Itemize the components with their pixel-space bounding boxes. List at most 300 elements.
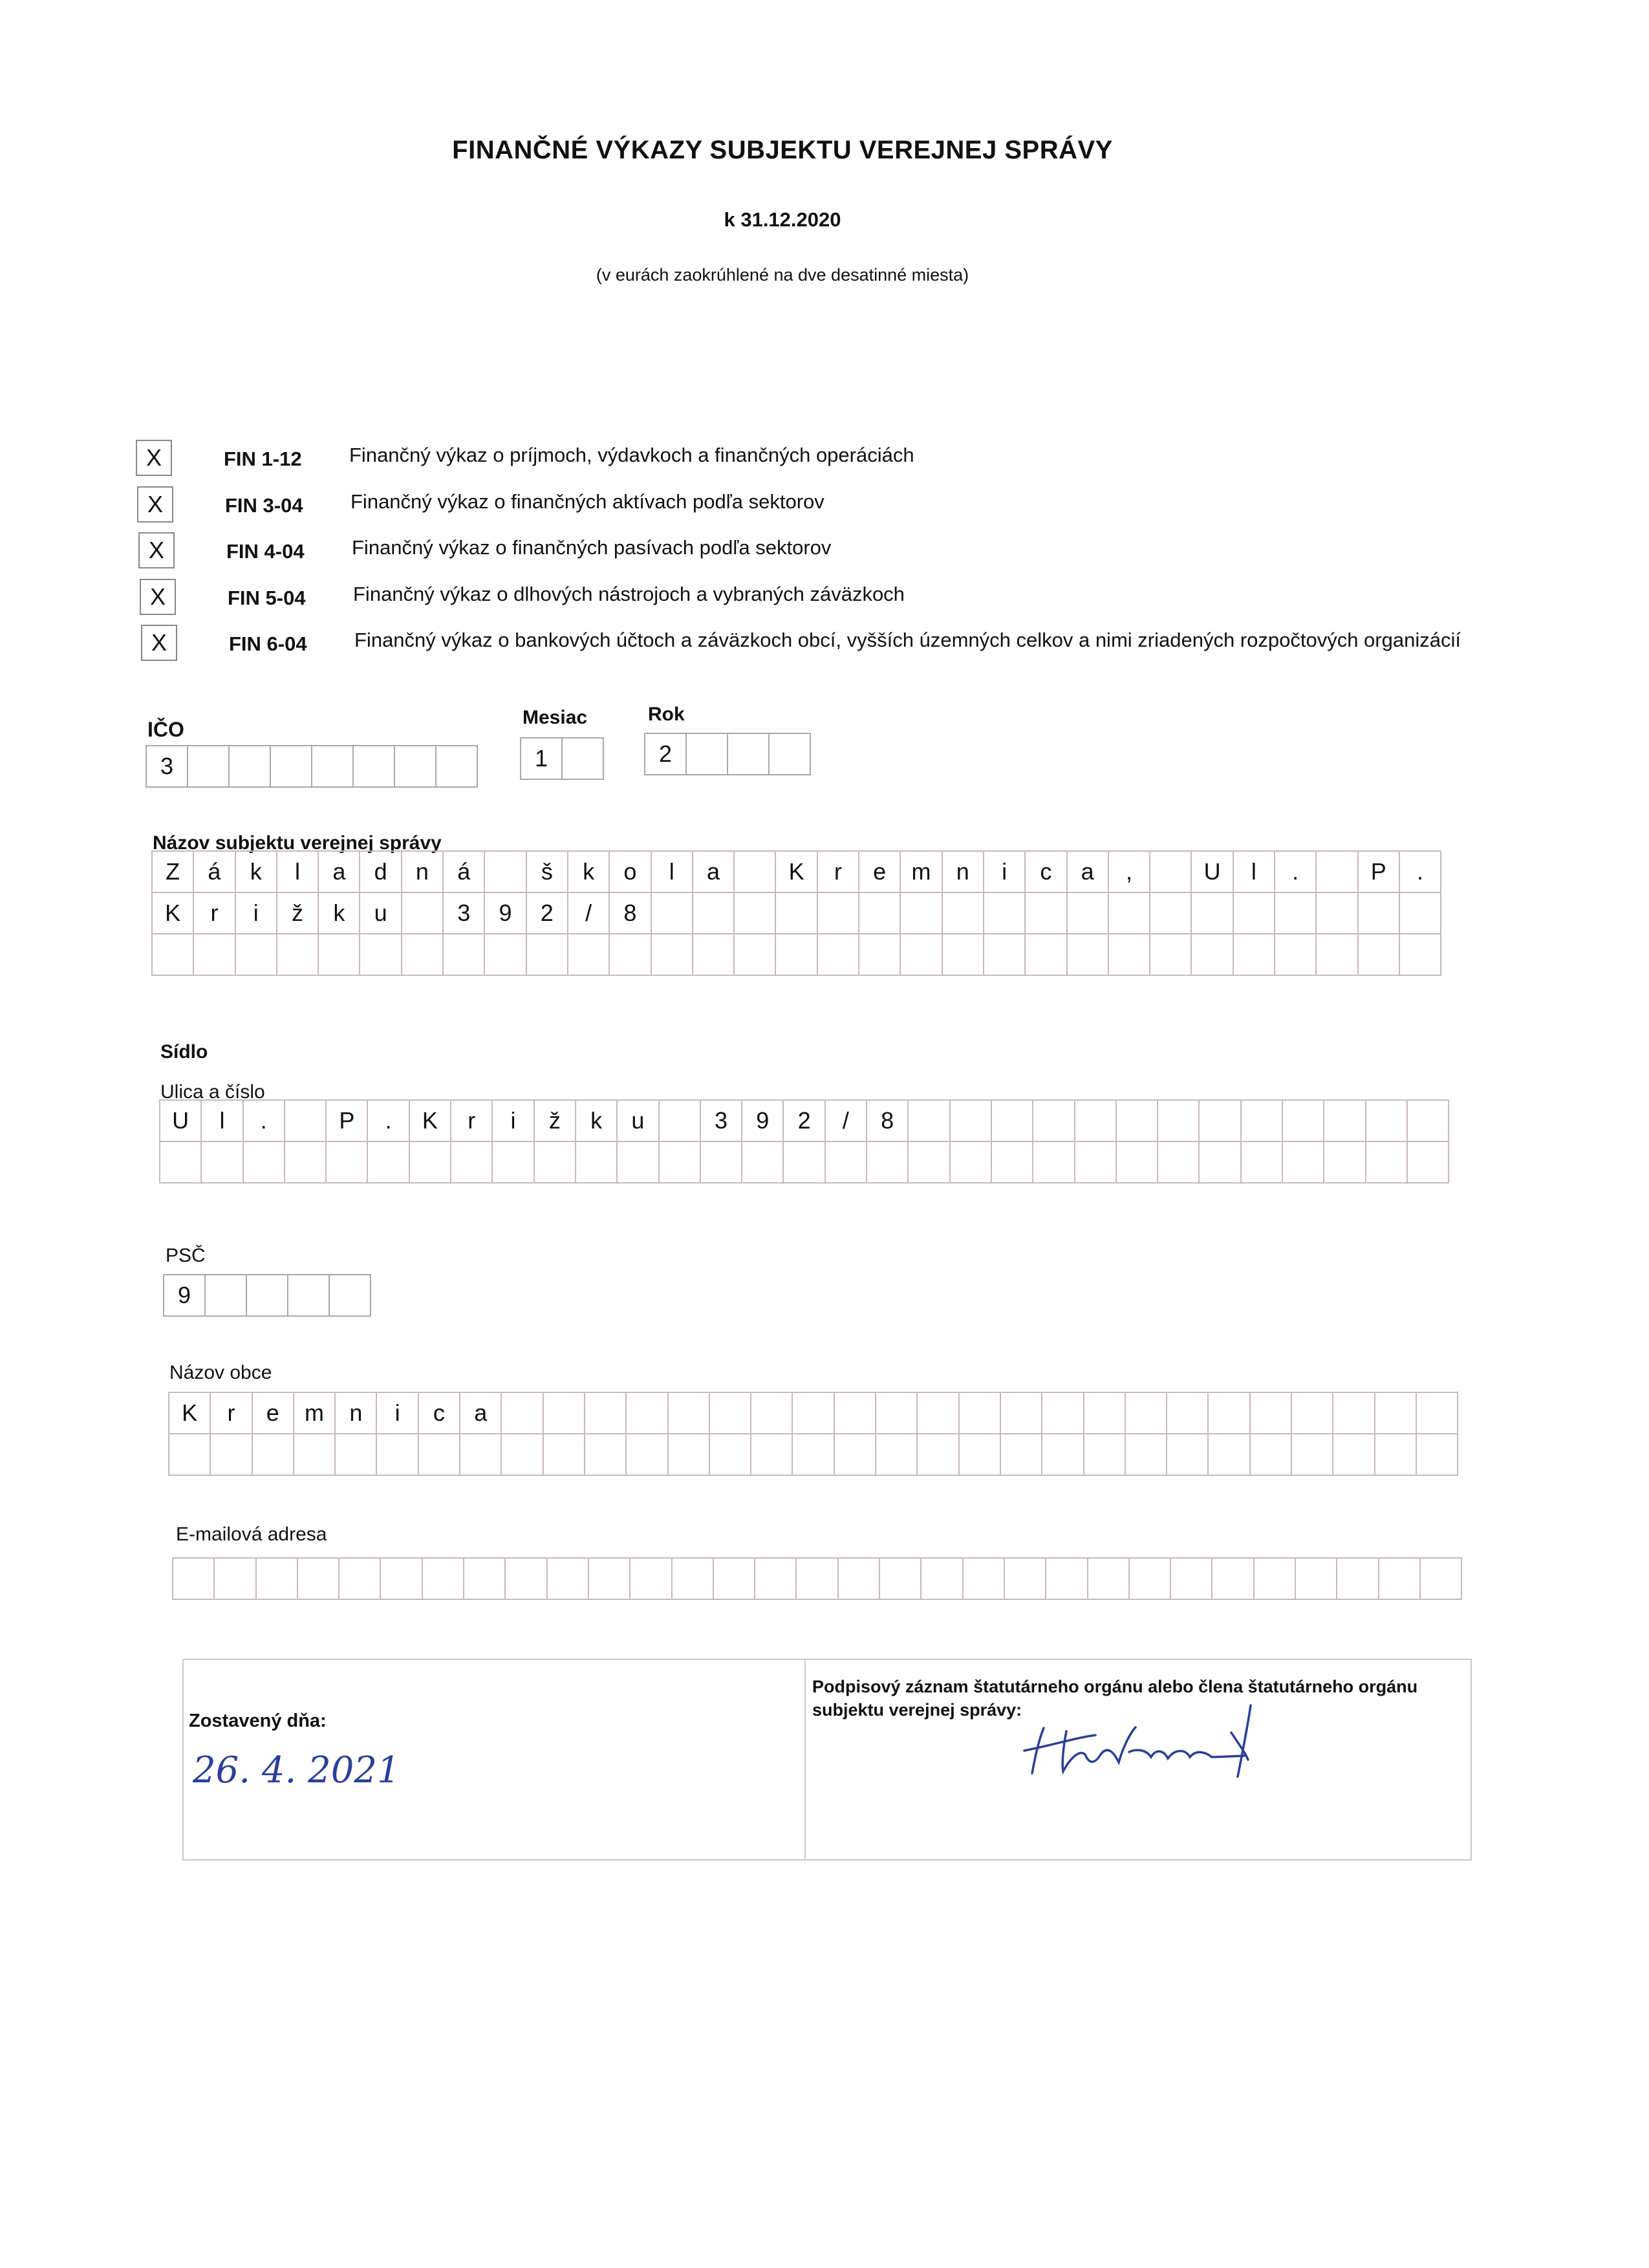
char-cell[interactable]: i <box>236 893 277 934</box>
char-cell[interactable] <box>485 852 526 893</box>
char-cell[interactable] <box>652 934 693 976</box>
char-cell[interactable] <box>943 893 984 934</box>
char-cell[interactable] <box>1075 1101 1117 1142</box>
char-cell[interactable] <box>693 934 735 976</box>
char-cell[interactable] <box>410 1142 451 1183</box>
char-cell[interactable]: u <box>360 893 402 934</box>
char-cell[interactable] <box>464 1559 506 1600</box>
char-cell[interactable] <box>485 934 526 976</box>
char-cell[interactable] <box>535 1142 576 1183</box>
char-cell[interactable]: 9 <box>485 893 526 934</box>
char-cell[interactable] <box>1033 1142 1075 1183</box>
char-cell[interactable] <box>1366 1101 1408 1142</box>
char-cell[interactable]: l <box>1234 852 1275 893</box>
char-cell[interactable]: 8 <box>867 1101 909 1142</box>
char-cell[interactable]: r <box>818 852 859 893</box>
char-cell[interactable] <box>502 1393 543 1434</box>
char-cell[interactable] <box>1042 1393 1084 1434</box>
char-cell[interactable] <box>1317 934 1358 976</box>
char-cell[interactable]: U <box>160 1101 202 1142</box>
char-cell[interactable]: a <box>460 1393 502 1434</box>
char-cell[interactable] <box>206 1275 247 1317</box>
signature-box <box>182 1659 1472 1861</box>
char-cell[interactable] <box>1283 1101 1324 1142</box>
char-cell[interactable] <box>793 1393 834 1434</box>
char-cell[interactable] <box>230 746 271 788</box>
char-cell[interactable] <box>1167 1393 1209 1434</box>
char-cell[interactable]: i <box>984 852 1026 893</box>
char-cell[interactable] <box>419 1434 460 1476</box>
name-label: Názov subjektu verejnej správy <box>153 832 442 854</box>
char-cell[interactable] <box>493 1142 534 1183</box>
char-cell[interactable] <box>751 1393 793 1434</box>
char-cell[interactable] <box>1400 934 1441 976</box>
char-cell[interactable] <box>377 1434 418 1476</box>
char-cell[interactable] <box>298 1559 339 1600</box>
char-cell[interactable]: k <box>576 1101 618 1142</box>
char-cell[interactable] <box>859 934 901 976</box>
char-cell[interactable] <box>960 1434 1001 1476</box>
char-cell[interactable]: K <box>776 852 817 893</box>
char-cell[interactable] <box>1126 1393 1167 1434</box>
report-checkbox[interactable]: X <box>140 579 176 615</box>
char-cell[interactable]: e <box>859 852 901 893</box>
char-cell[interactable] <box>627 1434 668 1476</box>
char-cell[interactable] <box>253 1434 294 1476</box>
char-cell[interactable] <box>1167 1434 1209 1476</box>
char-cell[interactable] <box>984 893 1026 934</box>
char-cell[interactable] <box>294 1434 336 1476</box>
char-cell[interactable] <box>1333 1393 1375 1434</box>
char-cell[interactable] <box>652 893 693 934</box>
char-cell[interactable] <box>1192 934 1233 976</box>
char-cell[interactable]: i <box>493 1101 534 1142</box>
char-cell[interactable] <box>312 746 354 788</box>
char-cell[interactable] <box>1417 1393 1458 1434</box>
char-cell[interactable]: P <box>1359 852 1400 893</box>
char-cell[interactable]: m <box>294 1393 336 1434</box>
char-cell[interactable] <box>1005 1559 1046 1600</box>
char-cell[interactable] <box>1234 934 1275 976</box>
char-cell[interactable] <box>742 1142 784 1183</box>
char-cell[interactable] <box>354 746 395 788</box>
report-checkbox[interactable]: X <box>138 532 175 568</box>
char-cell[interactable] <box>1026 934 1067 976</box>
char-cell[interactable] <box>589 1559 630 1600</box>
char-cell[interactable] <box>1317 852 1358 893</box>
char-cell[interactable] <box>859 893 901 934</box>
char-cell[interactable] <box>1150 893 1192 934</box>
char-cell[interactable]: c <box>1026 852 1067 893</box>
char-cell[interactable] <box>876 1434 918 1476</box>
char-cell[interactable] <box>901 934 942 976</box>
char-cell[interactable]: r <box>451 1101 493 1142</box>
report-description: Finančný výkaz o finančných pasívach podľa sektorov <box>352 536 832 559</box>
char-cell[interactable] <box>381 1559 422 1600</box>
char-cell[interactable] <box>693 893 735 934</box>
char-cell[interactable]: ž <box>277 893 319 934</box>
month-label: Mesiac <box>523 707 588 728</box>
char-cell[interactable] <box>839 1559 880 1600</box>
char-cell[interactable] <box>1117 1101 1158 1142</box>
char-cell[interactable] <box>1126 1434 1167 1476</box>
char-cell[interactable] <box>568 934 610 976</box>
char-cell[interactable] <box>818 893 859 934</box>
signature-stroke <box>1024 1705 1251 1777</box>
char-cell[interactable] <box>1200 1142 1241 1183</box>
char-cell[interactable] <box>1251 1393 1292 1434</box>
char-cell[interactable]: k <box>236 852 277 893</box>
char-cell[interactable]: 2 <box>527 893 568 934</box>
char-cell[interactable] <box>960 1393 1001 1434</box>
char-cell[interactable] <box>1408 1101 1449 1142</box>
char-cell[interactable]: d <box>360 852 402 893</box>
char-cell[interactable] <box>202 1142 243 1183</box>
char-cell[interactable] <box>506 1559 547 1600</box>
char-cell[interactable]: P <box>327 1101 368 1142</box>
char-cell[interactable]: r <box>194 893 235 934</box>
signature-divider <box>804 1660 806 1859</box>
char-cell[interactable] <box>548 1559 589 1600</box>
char-cell[interactable] <box>660 1142 701 1183</box>
char-cell[interactable]: . <box>1400 852 1441 893</box>
year-label: Rok <box>648 704 685 725</box>
char-cell[interactable] <box>835 1393 876 1434</box>
char-cell[interactable]: u <box>618 1101 659 1142</box>
char-cell[interactable] <box>153 934 194 976</box>
char-cell[interactable] <box>460 1434 502 1476</box>
char-cell[interactable] <box>194 934 235 976</box>
char-cell[interactable]: r <box>211 1393 252 1434</box>
char-cell[interactable] <box>585 1434 627 1476</box>
char-cell[interactable] <box>1242 1142 1283 1183</box>
char-cell[interactable] <box>423 1559 464 1600</box>
currency-note: (v eurách zaokrúhlené na dve desatinné miesta) <box>596 265 969 285</box>
char-cell[interactable] <box>1324 1101 1366 1142</box>
char-cell[interactable] <box>1171 1559 1212 1600</box>
char-cell[interactable] <box>714 1559 755 1600</box>
report-row <box>137 486 1560 529</box>
char-cell[interactable] <box>1359 893 1400 934</box>
char-cell[interactable]: / <box>826 1101 867 1142</box>
char-cell[interactable] <box>1150 934 1192 976</box>
char-cell[interactable] <box>451 1142 493 1183</box>
char-cell[interactable] <box>1292 1393 1333 1434</box>
char-cell[interactable] <box>880 1559 921 1600</box>
char-cell[interactable] <box>630 1559 672 1600</box>
char-cell[interactable] <box>169 1434 211 1476</box>
char-cell[interactable] <box>1255 1559 1296 1600</box>
char-cell[interactable] <box>330 1275 371 1317</box>
char-cell[interactable] <box>285 1142 327 1183</box>
name-grid <box>151 850 1441 976</box>
char-cell[interactable] <box>1337 1559 1379 1600</box>
char-cell[interactable] <box>1379 1559 1421 1600</box>
char-cell[interactable] <box>160 1142 202 1183</box>
char-cell[interactable] <box>835 1434 876 1476</box>
char-cell[interactable] <box>1042 1434 1084 1476</box>
char-cell[interactable] <box>211 1434 252 1476</box>
char-cell[interactable] <box>576 1142 618 1183</box>
char-cell[interactable] <box>710 1393 751 1434</box>
char-cell[interactable]: 9 <box>742 1101 784 1142</box>
char-cell[interactable]: c <box>419 1393 460 1434</box>
char-cell[interactable] <box>909 1101 950 1142</box>
char-cell[interactable] <box>1046 1559 1088 1600</box>
signature-label-line2: subjektu verejnej správy: <box>812 1700 1022 1720</box>
char-cell[interactable] <box>244 1142 285 1183</box>
char-cell[interactable] <box>288 1275 330 1317</box>
char-cell[interactable] <box>1192 893 1233 934</box>
char-cell[interactable] <box>1209 1393 1250 1434</box>
report-checkbox[interactable]: X <box>136 440 172 476</box>
char-cell[interactable]: i <box>377 1393 418 1434</box>
char-cell[interactable]: K <box>153 893 194 934</box>
char-cell[interactable] <box>1033 1101 1075 1142</box>
char-cell[interactable]: n <box>402 852 444 893</box>
char-cell[interactable] <box>776 934 817 976</box>
char-cell[interactable] <box>826 1142 867 1183</box>
char-cell[interactable] <box>901 893 942 934</box>
char-cell[interactable] <box>1117 1142 1158 1183</box>
char-cell[interactable] <box>735 934 776 976</box>
char-cell[interactable] <box>784 1142 825 1183</box>
char-cell[interactable] <box>247 1275 288 1317</box>
char-cell[interactable] <box>1158 1101 1200 1142</box>
char-cell[interactable] <box>728 734 770 775</box>
char-cell[interactable] <box>402 893 444 934</box>
report-description: Finančný výkaz o dlhových nástrojoch a vybraných záväzkoch <box>353 583 905 605</box>
char-cell[interactable] <box>1324 1142 1366 1183</box>
char-cell[interactable] <box>909 1142 950 1183</box>
char-cell[interactable] <box>1150 852 1192 893</box>
char-cell[interactable] <box>1109 893 1150 934</box>
char-cell[interactable] <box>1251 1434 1292 1476</box>
char-cell[interactable]: 2 <box>784 1101 825 1142</box>
char-cell[interactable] <box>610 934 651 976</box>
char-cell[interactable] <box>1400 893 1441 934</box>
seat-label: Sídlo <box>160 1041 208 1063</box>
char-cell[interactable] <box>1212 1559 1254 1600</box>
char-cell[interactable] <box>1292 1434 1333 1476</box>
char-cell[interactable]: á <box>444 852 485 893</box>
char-cell[interactable]: ž <box>535 1101 576 1142</box>
char-cell[interactable] <box>1075 1142 1117 1183</box>
char-cell[interactable] <box>1408 1142 1449 1183</box>
char-cell[interactable] <box>215 1559 256 1600</box>
street-grid <box>159 1099 1449 1183</box>
char-cell[interactable]: . <box>368 1101 409 1142</box>
char-cell[interactable] <box>867 1142 909 1183</box>
char-cell[interactable] <box>1068 934 1109 976</box>
char-cell[interactable]: 9 <box>164 1275 206 1317</box>
char-cell[interactable] <box>444 934 485 976</box>
char-cell[interactable] <box>1209 1434 1250 1476</box>
char-cell[interactable] <box>1109 934 1150 976</box>
char-cell[interactable]: 3 <box>444 893 485 934</box>
char-cell[interactable]: . <box>1275 852 1317 893</box>
compiled-date-value: 26. 4. 2021 <box>193 1749 400 1791</box>
psc-label: PSČ <box>166 1245 206 1266</box>
char-cell[interactable]: Z <box>153 852 194 893</box>
char-cell[interactable]: a <box>693 852 735 893</box>
char-cell[interactable]: 1 <box>521 739 563 780</box>
char-cell[interactable] <box>544 1393 585 1434</box>
char-cell[interactable] <box>277 934 319 976</box>
char-cell[interactable] <box>1375 1434 1417 1476</box>
char-cell[interactable] <box>327 1142 368 1183</box>
char-cell[interactable]: o <box>610 852 651 893</box>
char-cell[interactable] <box>735 852 776 893</box>
char-cell[interactable] <box>793 1434 834 1476</box>
report-code: FIN 4-04 <box>226 540 305 563</box>
char-cell[interactable]: U <box>1192 852 1233 893</box>
report-code: FIN 3-04 <box>225 494 303 517</box>
char-cell[interactable] <box>964 1559 1005 1600</box>
email-grid <box>172 1557 1462 1600</box>
char-cell[interactable]: 3 <box>701 1101 742 1142</box>
town-grid <box>168 1392 1458 1476</box>
char-cell[interactable]: n <box>943 852 984 893</box>
char-cell[interactable] <box>1001 1393 1042 1434</box>
char-cell[interactable] <box>1375 1393 1417 1434</box>
char-cell[interactable] <box>402 934 444 976</box>
street-label: Ulica a číslo <box>160 1081 265 1103</box>
char-cell[interactable] <box>751 1434 793 1476</box>
char-cell[interactable]: 8 <box>610 893 651 934</box>
char-cell[interactable] <box>1275 893 1317 934</box>
char-cell[interactable] <box>1417 1434 1458 1476</box>
char-cell[interactable] <box>236 934 277 976</box>
char-cell[interactable]: l <box>202 1101 243 1142</box>
char-cell[interactable] <box>818 934 859 976</box>
char-cell[interactable]: l <box>652 852 693 893</box>
char-cell[interactable] <box>627 1393 668 1434</box>
char-cell[interactable] <box>319 934 360 976</box>
char-cell[interactable] <box>1317 893 1358 934</box>
char-cell[interactable] <box>173 1559 215 1600</box>
char-cell[interactable] <box>984 934 1026 976</box>
char-cell[interactable]: K <box>410 1101 451 1142</box>
char-cell[interactable] <box>1242 1101 1283 1142</box>
char-cell[interactable] <box>1084 1393 1126 1434</box>
char-cell[interactable] <box>188 746 230 788</box>
char-cell[interactable] <box>1200 1101 1241 1142</box>
char-cell[interactable]: K <box>169 1393 211 1434</box>
char-cell[interactable] <box>1158 1142 1200 1183</box>
char-cell[interactable]: . <box>244 1101 285 1142</box>
email-label: E-mailová adresa <box>176 1524 327 1545</box>
char-cell[interactable] <box>918 1393 959 1434</box>
char-cell[interactable] <box>527 934 568 976</box>
char-cell[interactable] <box>951 1142 992 1183</box>
char-cell[interactable] <box>257 1559 298 1600</box>
char-cell[interactable] <box>669 1434 710 1476</box>
year-boxes <box>644 733 811 775</box>
char-cell[interactable] <box>618 1142 659 1183</box>
char-cell[interactable] <box>1130 1559 1171 1600</box>
char-cell[interactable] <box>395 746 436 788</box>
char-cell[interactable]: k <box>568 852 610 893</box>
page-title: FINANČNÉ VÝKAZY SUBJEKTU VEREJNEJ SPRÁVY <box>452 136 1113 164</box>
char-cell[interactable] <box>1275 934 1317 976</box>
char-cell[interactable] <box>1366 1142 1408 1183</box>
char-cell[interactable]: 3 <box>147 746 188 788</box>
char-cell[interactable] <box>710 1434 751 1476</box>
town-label: Názov obce <box>169 1362 272 1383</box>
char-cell[interactable] <box>336 1434 377 1476</box>
char-cell[interactable] <box>1001 1434 1042 1476</box>
char-cell[interactable] <box>673 1559 714 1600</box>
char-cell[interactable] <box>544 1434 585 1476</box>
char-cell[interactable] <box>585 1393 627 1434</box>
char-cell[interactable] <box>701 1142 742 1183</box>
char-cell[interactable] <box>876 1393 918 1434</box>
ico-boxes <box>146 745 478 788</box>
char-cell[interactable] <box>735 893 776 934</box>
char-cell[interactable] <box>921 1559 963 1600</box>
char-cell[interactable]: a <box>1068 852 1109 893</box>
signature-label-line1: Podpisový záznam štatutárneho orgánu alebo člena štatutárneho orgánu <box>812 1677 1418 1696</box>
char-cell[interactable] <box>502 1434 543 1476</box>
char-cell[interactable] <box>1333 1434 1375 1476</box>
char-cell[interactable]: e <box>253 1393 294 1434</box>
char-cell[interactable] <box>951 1101 992 1142</box>
char-cell[interactable]: n <box>336 1393 377 1434</box>
char-cell[interactable]: / <box>568 893 610 934</box>
char-cell[interactable] <box>943 934 984 976</box>
char-cell[interactable] <box>1234 893 1275 934</box>
char-cell[interactable] <box>1088 1559 1130 1600</box>
char-cell[interactable]: , <box>1109 852 1150 893</box>
char-cell[interactable]: l <box>277 852 319 893</box>
char-cell[interactable] <box>1359 934 1400 976</box>
char-cell[interactable] <box>660 1101 701 1142</box>
char-cell[interactable] <box>339 1559 381 1600</box>
char-cell[interactable] <box>436 746 478 788</box>
char-cell[interactable] <box>992 1101 1033 1142</box>
char-cell[interactable] <box>360 934 402 976</box>
char-cell[interactable] <box>770 734 811 775</box>
char-cell[interactable] <box>755 1559 797 1600</box>
char-cell[interactable] <box>563 739 604 780</box>
char-cell[interactable]: k <box>319 893 360 934</box>
report-checkbox[interactable]: X <box>137 486 173 523</box>
char-cell[interactable]: a <box>319 852 360 893</box>
char-cell[interactable] <box>669 1393 710 1434</box>
char-cell[interactable] <box>1084 1434 1126 1476</box>
char-cell[interactable] <box>797 1559 838 1600</box>
char-cell[interactable] <box>776 893 817 934</box>
char-cell[interactable]: m <box>901 852 942 893</box>
char-cell[interactable] <box>1026 893 1067 934</box>
char-cell[interactable]: 2 <box>645 734 687 775</box>
char-cell[interactable] <box>918 1434 959 1476</box>
char-cell[interactable] <box>285 1101 327 1142</box>
char-cell[interactable] <box>1283 1142 1324 1183</box>
char-cell[interactable] <box>368 1142 409 1183</box>
char-cell[interactable] <box>1068 893 1109 934</box>
report-checkbox[interactable]: X <box>141 625 177 661</box>
char-cell[interactable]: á <box>194 852 235 893</box>
char-cell[interactable] <box>1421 1559 1462 1600</box>
char-cell[interactable] <box>992 1142 1033 1183</box>
compiled-date-label: Zostavený dňa: <box>189 1711 327 1731</box>
char-cell[interactable] <box>271 746 312 788</box>
char-cell[interactable] <box>687 734 728 775</box>
char-cell[interactable]: š <box>527 852 568 893</box>
char-cell[interactable] <box>1296 1559 1337 1600</box>
